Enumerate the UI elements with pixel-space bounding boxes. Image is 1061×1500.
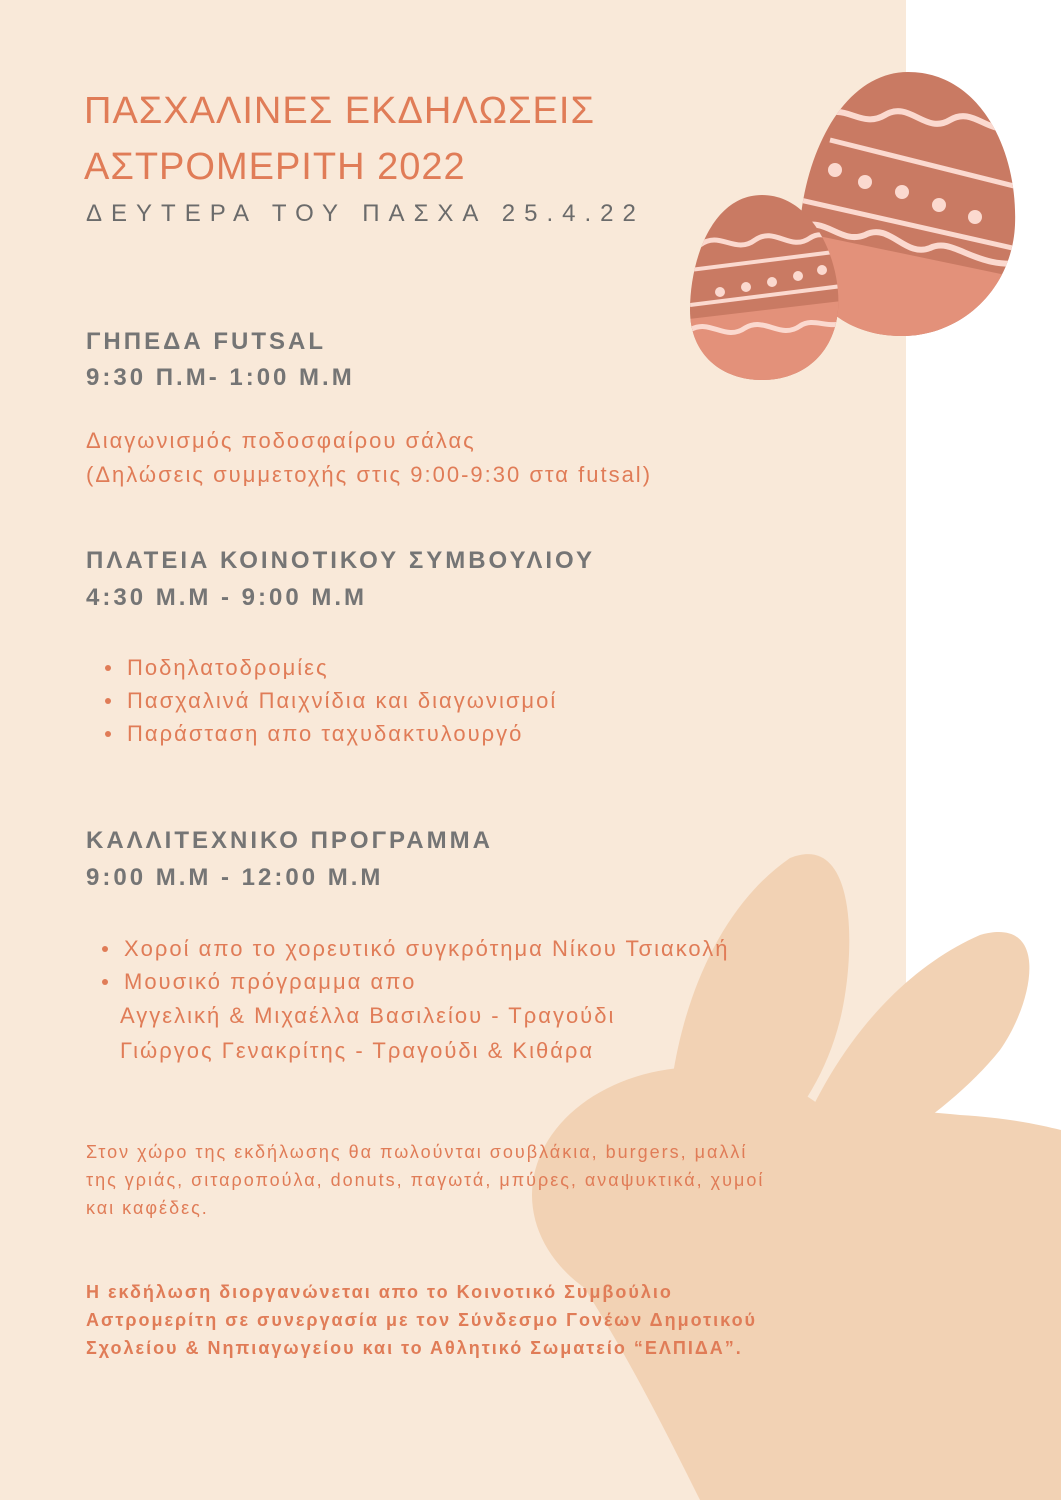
title-line-1: ΠΑΣΧΑΛΙΝΕΣ ΕΚΔΗΛΩΣΕΙΣ	[84, 90, 595, 132]
section-1-time: 9:30 Π.Μ- 1:00 Μ.Μ	[86, 364, 355, 391]
section-1-line-1: Διαγωνισμός ποδοσφαίρου σάλας	[86, 428, 476, 453]
organizer-note-line-2: Αστρομερίτη σε συνεργασία με τον Σύνδεσμο Γονέων Δημοτικού	[86, 1310, 758, 1330]
section-2-time: 4:30 Μ.Μ - 9:00 Μ.Μ	[86, 584, 368, 611]
section-3-list	[100, 932, 729, 998]
list-item: Μουσικό πρόγραμμα απο	[100, 965, 729, 998]
section-1-heading: ΓΗΠΕΔΑ FUTSAL	[86, 328, 326, 355]
performer-1: Αγγελική & Μιχαέλλα Βασιλείου - Τραγούδι	[120, 1003, 616, 1028]
section-2-heading: ΠΛΑΤΕΙΑ ΚΟΙΝΟΤΙΚΟΥ ΣΥΜΒΟΥΛΙΟΥ	[86, 547, 596, 574]
section-1-line-2: (Δηλώσεις συμμετοχής στις 9:00-9:30 στα futsal)	[86, 462, 653, 487]
list-item: Παράσταση απο ταχυδακτυλουργό	[103, 717, 557, 750]
organizer-note-line-3: Σχολείου & Νηπιαγωγείου και το Αθλητικό Σωματείο “ΕΛΠΙΔΑ”.	[86, 1338, 743, 1358]
list-item: Χοροί απο το χορευτικό συγκρότημα Νίκου Τσιακολή	[100, 932, 729, 965]
title-line-2: ΑΣΤΡΟΜΕΡΙΤΗ 2022	[84, 146, 466, 188]
list-item: Ποδηλατοδρομίες	[103, 651, 557, 684]
food-note-line-3: και καφέδες.	[86, 1198, 209, 1218]
food-note-line-2: της γριάς, σιταροπούλα, donuts, παγωτά, μπύρες, αναψυκτικά, χυμοί	[86, 1170, 765, 1190]
list-item: Πασχαλινά Παιχνίδια και διαγωνισμοί	[103, 684, 557, 717]
event-date: ΔΕΥΤΕΡΑ ΤΟΥ ΠΑΣΧΑ 25.4.22	[86, 200, 645, 227]
section-3-time: 9:00 Μ.Μ - 12:00 Μ.Μ	[86, 864, 384, 891]
section-3-heading: ΚΑΛΛΙΤΕΧΝΙΚΟ ΠΡΟΓΡΑΜΜΑ	[86, 827, 493, 854]
performer-2: Γιώργος Γενακρίτης - Τραγούδι & Κιθάρα	[120, 1038, 595, 1063]
organizer-note-line-1: Η εκδήλωση διοργανώνεται απο το Κοινοτικό Συμβούλιο	[86, 1282, 673, 1302]
food-note-line-1: Στον χώρο της εκδήλωσης θα πωλούνται σουβλάκια, burgers, μαλλί	[86, 1142, 748, 1162]
section-2-list	[103, 651, 557, 750]
